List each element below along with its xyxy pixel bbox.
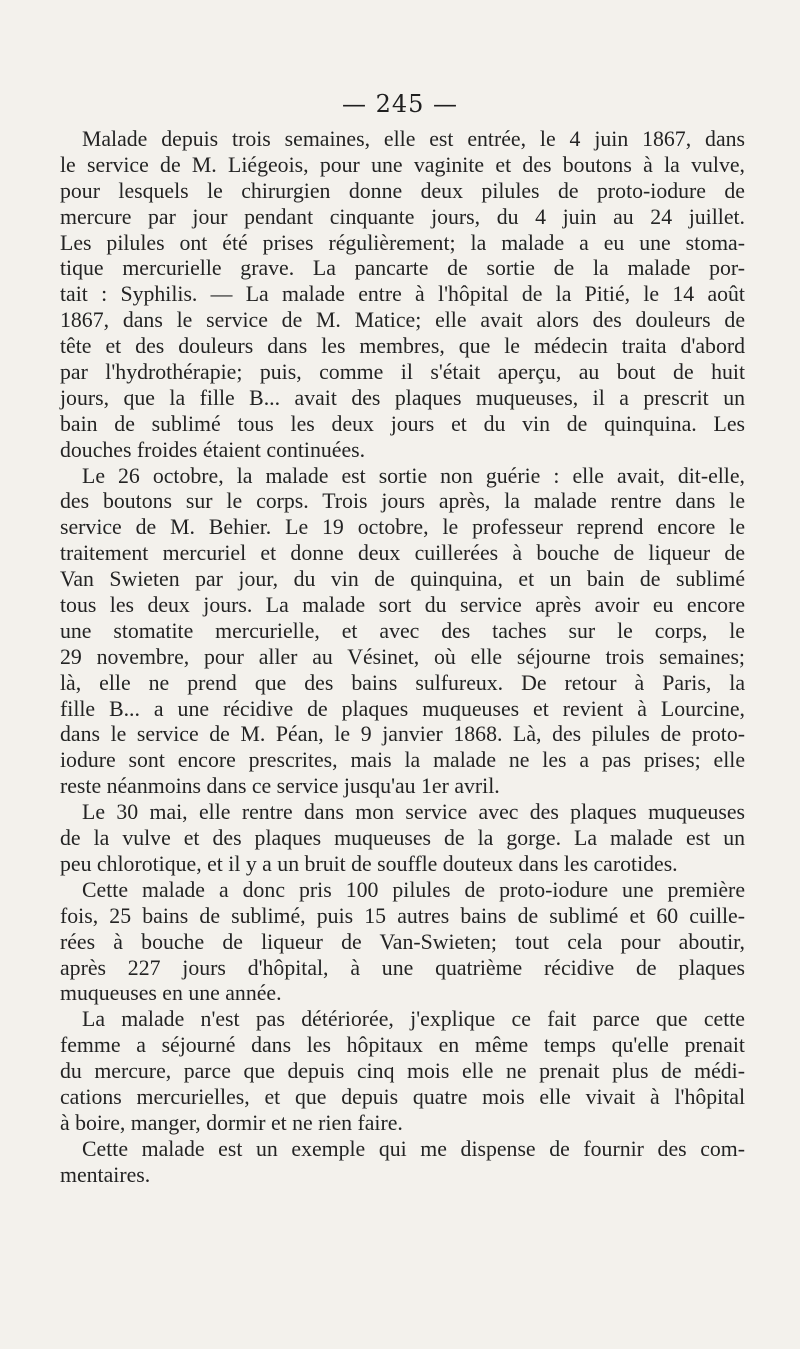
text-line: tête et des douleurs dans les membres, que le médecin traita d'abord <box>60 334 745 359</box>
text-line: le service de M. Liégeois, pour une vaginite et des boutons à la vulve, <box>60 152 745 177</box>
text-line: Malade depuis trois semaines, elle est entrée, le 4 juin 1867, dans <box>82 127 745 151</box>
text-line: du mercure, parce que depuis cinq mois elle ne prenait plus de médi- <box>60 1059 745 1084</box>
text-line: Le 26 octobre, la malade est sortie non guérie : elle avait, dit-elle, <box>82 463 745 488</box>
text-line: femme a séjourné dans les hôpitaux en même temps qu'elle prenait <box>60 1033 745 1058</box>
text-line: traitement mercuriel et donne deux cuillerées à bouche de liqueur de <box>60 541 745 566</box>
text-line: Cette malade est un exemple qui me dispense de fournir des com- <box>82 1136 745 1161</box>
text-line: tait : Syphilis. — La malade entre à l'hôpital de la Pitié, le 14 août <box>60 282 745 307</box>
text-line: peu chlorotique, et il y a un bruit de souffle douteux dans les carotides. <box>60 851 678 876</box>
text-line: reste néanmoins dans ce service jusqu'au 1er avril. <box>60 774 500 799</box>
text-line: rées à bouche de liqueur de Van-Swieten; tout cela pour aboutir, <box>60 929 745 954</box>
text-line: mentaires. <box>60 1162 151 1187</box>
text-line: Van Swieten par jour, du vin de quinquina, et un bain de sublimé <box>60 567 745 592</box>
text-line: fois, 25 bains de sublimé, puis 15 autres bains de sublimé et 60 cuille- <box>60 903 745 928</box>
text-line: dans le service de M. Péan, le 9 janvier 1868. Là, des pilules de proto- <box>60 722 745 747</box>
text-line: mercure par jour pendant cinquante jours, du 4 juin au 24 juillet. <box>60 204 745 229</box>
text-line: jours, que la fille B... avait des plaques muqueuses, il a prescrit un <box>60 385 745 410</box>
text-line: après 227 jours d'hôpital, à une quatrième récidive de plaques <box>60 955 745 980</box>
body-text <box>60 127 745 1189</box>
text-line: pour lesquels le chirurgien donne deux pilules de proto-iodure de <box>60 178 745 203</box>
text-line: iodure sont encore prescrites, mais la malade ne les a pas prises; elle <box>60 748 745 773</box>
text-line: cations mercurielles, et que depuis quatre mois elle vivait à l'hôpital <box>60 1084 745 1109</box>
text-line: fille B... a une récidive de plaques muqueuses et revient à Lourcine, <box>60 696 745 721</box>
text-line: tique mercurielle grave. La pancarte de sortie de la malade por- <box>60 256 745 281</box>
text-line: 1867, dans le service de M. Matice; elle avait alors des douleurs de <box>60 308 745 333</box>
text-line: 29 novembre, pour aller au Vésinet, où elle séjourne trois semaines; <box>60 644 745 669</box>
text-line: tous les deux jours. La malade sort du service après avoir eu encore <box>60 593 745 618</box>
text-line: Le 30 mai, elle rentre dans mon service avec des plaques muqueuses <box>82 800 745 825</box>
text-line: là, elle ne prend que des bains sulfureux. De retour à Paris, la <box>60 670 745 695</box>
text-line: à boire, manger, dormir et ne rien faire. <box>60 1110 403 1135</box>
text-line: service de M. Behier. Le 19 octobre, le professeur reprend encore le <box>60 515 745 540</box>
text-line: par l'hydrothérapie; puis, comme il s'était aperçu, au bout de huit <box>60 360 745 385</box>
text-line: de la vulve et des plaques muqueuses de la gorge. La malade est un <box>60 826 745 851</box>
text-line: Les pilules ont été prises régulièrement; la malade a eu une stoma- <box>60 230 745 255</box>
text-line: La malade n'est pas détériorée, j'explique ce fait parce que cette <box>82 1007 745 1032</box>
text-line: bain de sublimé tous les deux jours et du vin de quinquina. Les <box>60 411 745 436</box>
text-line: une stomatite mercurielle, et avec des taches sur le corps, le <box>60 618 745 643</box>
text-line: douches froides étaient continuées. <box>60 437 366 462</box>
page-number: — 245 — <box>341 90 459 118</box>
text-line: muqueuses en une année. <box>60 981 282 1006</box>
text-line: Cette malade a donc pris 100 pilules de proto-iodure une première <box>82 877 745 902</box>
text-line: des boutons sur le corps. Trois jours après, la malade rentre dans le <box>60 489 745 514</box>
